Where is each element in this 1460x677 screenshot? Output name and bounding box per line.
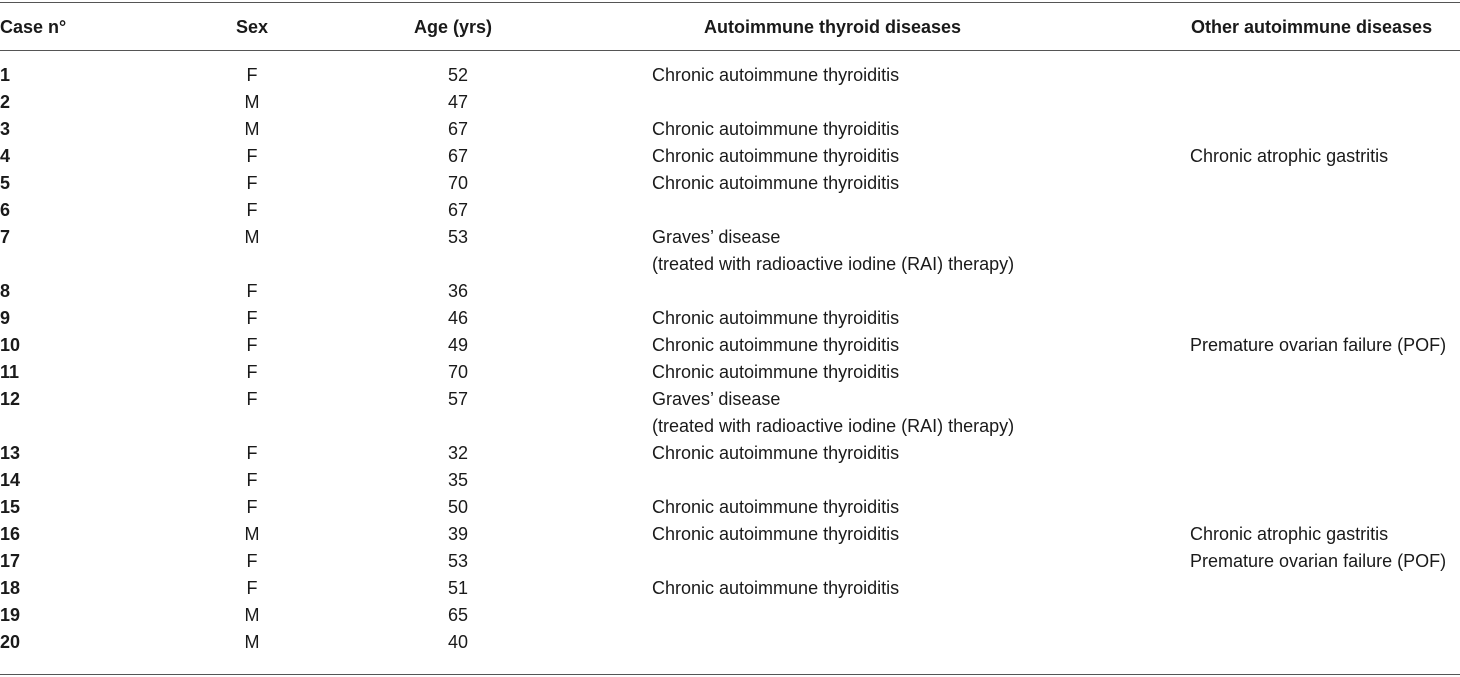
age-value: 67 — [447, 119, 468, 139]
case-number: 8 — [0, 281, 11, 301]
age-value: 47 — [447, 92, 468, 112]
sex-value: F — [246, 281, 258, 301]
thyroid-disease: Chronic autoimmune thyroiditis — [652, 335, 900, 355]
other-disease: Chronic atrophic gastritis — [1190, 146, 1389, 166]
thyroid-disease: Chronic autoimmune thyroiditis — [652, 524, 900, 544]
thyroid-disease: Chronic autoimmune thyroiditis — [652, 65, 900, 85]
sex-value: F — [246, 578, 258, 598]
sex-value: M — [244, 632, 260, 652]
sex-value: F — [246, 335, 258, 355]
case-number: 7 — [0, 227, 11, 247]
age-value: 40 — [447, 632, 468, 652]
age-value: 52 — [447, 65, 468, 85]
thyroid-disease: Chronic autoimmune thyroiditis — [652, 362, 900, 382]
thyroid-disease: Chronic autoimmune thyroiditis — [652, 578, 900, 598]
sex-value: F — [246, 65, 258, 85]
age-value: 49 — [447, 335, 468, 355]
case-number: 16 — [0, 524, 21, 544]
case-number: 19 — [0, 605, 21, 625]
case-number: 1 — [0, 65, 11, 85]
case-number: 13 — [0, 443, 21, 463]
age-value: 36 — [447, 281, 468, 301]
age-value: 65 — [447, 605, 468, 625]
case-number: 14 — [0, 470, 21, 490]
thyroid-disease: Graves’ disease — [652, 389, 781, 409]
age-value: 67 — [447, 146, 468, 166]
thyroid-disease: Chronic autoimmune thyroiditis — [652, 497, 900, 517]
header-autoimmune-thyroid-diseases: Autoimmune thyroid diseases — [704, 17, 962, 37]
thyroid-disease: Graves’ disease — [652, 227, 781, 247]
sex-value: F — [246, 551, 258, 571]
other-disease: Premature ovarian failure (POF) — [1190, 551, 1447, 571]
case-number: 12 — [0, 389, 21, 409]
age-value: 67 — [447, 200, 468, 220]
sex-value: F — [246, 389, 258, 409]
case-number: 10 — [0, 335, 21, 355]
case-number: 2 — [0, 92, 11, 112]
header-other-autoimmune-diseases: Other autoimmune diseases — [1191, 17, 1433, 37]
sex-value: M — [244, 119, 260, 139]
bottom-rule — [0, 674, 1460, 675]
case-number: 9 — [0, 308, 11, 328]
top-rule — [0, 2, 1460, 3]
case-number: 20 — [0, 632, 21, 652]
case-number: 3 — [0, 119, 11, 139]
sex-value: M — [244, 227, 260, 247]
sex-value: F — [246, 200, 258, 220]
thyroid-disease: (treated with radioactive iodine (RAI) therapy) — [652, 254, 1015, 274]
age-value: 53 — [447, 227, 468, 247]
thyroid-disease: Chronic autoimmune thyroiditis — [652, 443, 900, 463]
age-value: 53 — [447, 551, 468, 571]
thyroid-disease: Chronic autoimmune thyroiditis — [652, 173, 900, 193]
case-number: 18 — [0, 578, 21, 598]
age-value: 50 — [447, 497, 468, 517]
case-number: 5 — [0, 173, 11, 193]
sex-value: F — [246, 362, 258, 382]
sex-value: M — [244, 605, 260, 625]
sex-value: F — [246, 173, 258, 193]
other-disease: Chronic atrophic gastritis — [1190, 524, 1389, 544]
age-value: 70 — [447, 362, 468, 382]
header-age: Age (yrs) — [414, 17, 493, 37]
sex-value: M — [244, 92, 260, 112]
case-number: 4 — [0, 146, 11, 166]
age-value: 35 — [447, 470, 468, 490]
age-value: 70 — [447, 173, 468, 193]
other-disease: Premature ovarian failure (POF) — [1190, 335, 1447, 355]
sex-value: F — [246, 497, 258, 517]
case-number: 6 — [0, 200, 11, 220]
sex-value: F — [246, 308, 258, 328]
age-value: 57 — [447, 389, 468, 409]
sex-value: M — [244, 524, 260, 544]
header-sex: Sex — [235, 17, 269, 37]
case-number: 11 — [0, 362, 20, 382]
header-rule — [0, 50, 1460, 51]
header-case: Case n° — [0, 17, 67, 37]
sex-value: F — [246, 443, 258, 463]
thyroid-disease: (treated with radioactive iodine (RAI) therapy) — [652, 416, 1015, 436]
age-value: 32 — [447, 443, 468, 463]
thyroid-disease: Chronic autoimmune thyroiditis — [652, 308, 900, 328]
age-value: 51 — [447, 578, 468, 598]
thyroid-disease: Chronic autoimmune thyroiditis — [652, 119, 900, 139]
case-number: 15 — [0, 497, 21, 517]
sex-value: F — [246, 470, 258, 490]
age-value: 39 — [447, 524, 468, 544]
case-number: 17 — [0, 551, 21, 571]
age-value: 46 — [447, 308, 468, 328]
sex-value: F — [246, 146, 258, 166]
thyroid-disease: Chronic autoimmune thyroiditis — [652, 146, 900, 166]
